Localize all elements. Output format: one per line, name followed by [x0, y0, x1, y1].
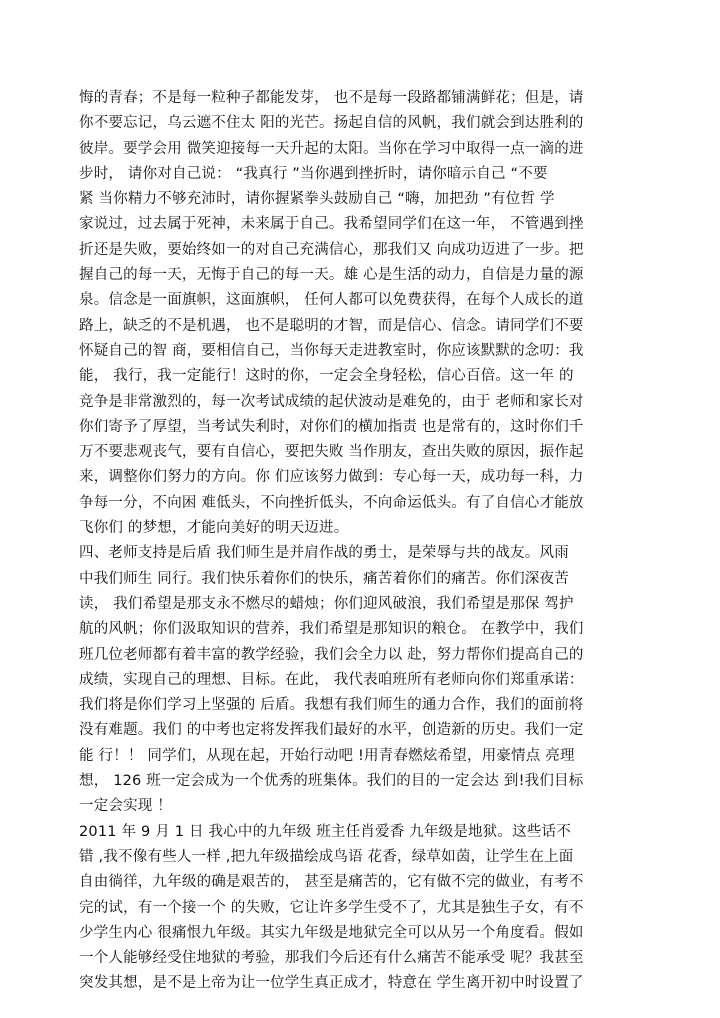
text-line: 能 行！！ 同学们，从现在起，开始行动吧 !用青春燃炫希望，用豪情点 亮理	[79, 747, 575, 764]
text-line: 握自己的每一天，无悔于自己的每一天。雄 心是生活的动力，自信是力量的源	[79, 267, 584, 284]
text-line: 没有难题。我们 的中考也定将发挥我们最好的水平，创造新的历史。我们一定	[79, 722, 584, 739]
text-line: 怀疑自己的智 商，要相信自己，当你每天走进教室时，你应该默默的念叨：我	[79, 342, 584, 359]
text-line: 折还是失败，要始终如一的对自己充满信心，那我们又 向成功迈进了一步。把	[79, 241, 584, 258]
text-line: 2011 年 9 月 1 日 我心中的九年级 班主任肖爱香 九年级是地狱。这些话不	[79, 823, 571, 840]
text-line: 读， 我们希望是那支永不燃尽的蜡烛；你们迎风破浪，我们希望是那保 驾护	[79, 595, 574, 612]
text-line: 中我们师生 同行。我们快乐着你们的快乐，痛苦着你们的痛苦。你们深夜苦	[79, 570, 569, 587]
text-line: 悔的青春；不是每一粒种子都能发芽， 也不是每一段路都铺满鲜花；但是，请	[79, 90, 584, 106]
text-line: 航的风帆；你们汲取知识的营养，我们希望是那知识的粮仓。 在教学中，我们	[79, 621, 584, 638]
text-line: 想， 126 班一定会成为一个优秀的班集体。我们的目的一定会达 到!我们目标	[79, 773, 584, 790]
text-line: 一定会实现 ！	[79, 798, 173, 815]
text-line: 紧 当你精力不够充沛时，请你握紧拳头鼓励自己 “嗨，加把劲 ”有位哲 学	[79, 191, 555, 208]
text-line: 错 ,我不像有些人一样 ,把九年级描绘成鸟语 花香，绿草如茵，让学生在上面	[79, 848, 574, 865]
text-line: 班几位老师都有着丰富的教学经验，我们会全力以 赴，努力帮你们提高自己的	[79, 646, 584, 663]
text-line: 万不要悲观丧气，要有自信心，要把失败 当作朋友，查出失败的原因，振作起	[79, 444, 584, 461]
text-line: 家说过，过去属于死神，未来属于自己。我希望同学们在这一年， 不管遇到挫	[79, 216, 584, 233]
text-line: 自由徜徉，九年级的确是艰苦的， 甚至是痛苦的，它有做不完的做业，有考不	[79, 874, 584, 891]
text-line: 竞争是非常激烈的，每一次考试成绩的起伏波动是难免的，由于 老师和家长对	[79, 393, 584, 410]
text-line: 你们寄予了厚望，当考试失利时，对你们的横加指责 也是常有的，这时你们千	[79, 418, 584, 435]
text-line: 来，调整你们努力的方向。你 们应该努力做到：专心每一天，成功每一科，力	[79, 469, 584, 486]
text-line: 我们将是你们学习上坚强的 后盾。我想有我们师生的通力合作，我们的面前将	[79, 697, 584, 714]
text-line: 四、老师支持是后盾 我们师生是并肩作战的勇士，是荣辱与共的战友。风雨	[79, 545, 569, 562]
text-line: 争每一分，不向困 难低头，不向挫折低头，不向命运低头。有了自信心才能放	[79, 494, 584, 511]
text-line: 完的试，有一个接一个 的失败，它让许多学生受不了，尤其是独生子女，有不	[79, 899, 584, 916]
text-line: 路上，缺乏的不是机遇， 也不是聪明的才智，而是信心、信念。请同学们不要	[79, 317, 584, 334]
text-line: 成绩，实现自己的理想、目标。在此， 我代表咱班所有老师向你们郑重承诺：	[79, 671, 584, 688]
text-line: 一个人能够经受住地狱的考验，那我们今后还有什么痛苦不能承受 呢？我甚至	[79, 950, 584, 967]
text-line: 少学生内心 很痛恨九年级。其实九年级是地狱完全可以从另一个角度看。假如	[79, 924, 584, 941]
text-line: 泉。信念是一面旗帜，这面旗帜， 任何人都可以免费获得，在每个人成长的道	[79, 292, 584, 309]
text-line: 你不要忘记，乌云遮不住太 阳的光芒。扬起自信的风帆，我们就会到达胜利的	[79, 115, 584, 132]
body-text	[79, 86, 639, 997]
text-line: 步时， 请你对自己说： “我真行 ”当你遇到挫折时，请你暗示自己 “不要	[79, 165, 548, 182]
text-line: 能， 我行，我一定能行！这时的你，一定会全身轻松，信心百倍。这一年 的	[79, 368, 574, 385]
text-line: 彼岸。要学会用 微笑迎接每一天升起的太阳。当你在学习中取得一点一滴的进	[79, 140, 584, 157]
text-line: 突发其想，是不是上帝为让一位学生真正成才，特意在 学生离开初中时设置了	[79, 975, 584, 992]
text-line: 飞你们 的梦想，才能向美好的明天迈进。	[79, 520, 349, 537]
